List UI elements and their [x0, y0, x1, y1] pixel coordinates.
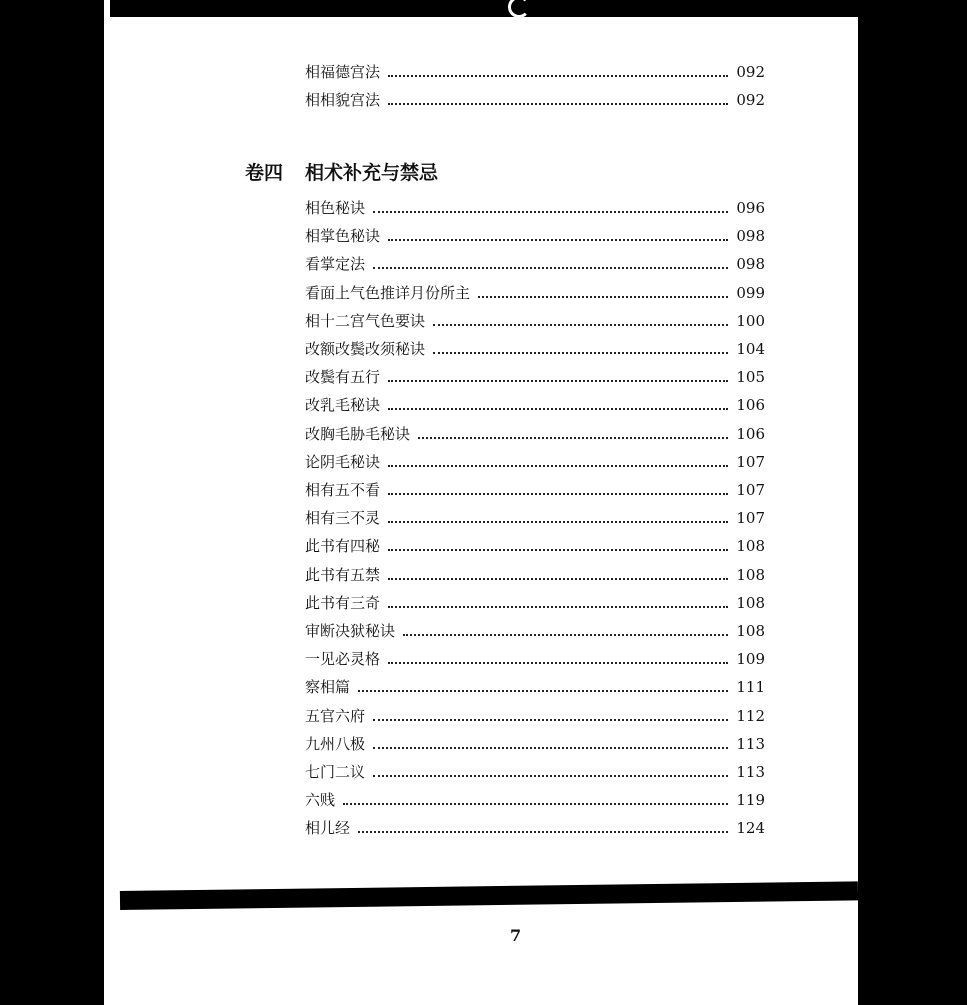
dot-leader [373, 211, 728, 213]
entry-title: 察相篇 [305, 678, 351, 697]
dot-leader [478, 296, 728, 298]
dot-leader [388, 75, 728, 77]
entry-page: 108 [736, 537, 765, 556]
toc-entry[interactable] [305, 366, 765, 388]
entry-page: 124 [736, 819, 765, 838]
dot-leader [388, 493, 728, 495]
dot-leader [358, 690, 728, 692]
dot-leader [388, 578, 728, 580]
entry-page: 107 [736, 452, 765, 471]
entry-title: 一见必灵格 [305, 650, 381, 669]
dot-leader [373, 747, 728, 749]
dot-leader [373, 775, 728, 777]
entry-title: 改乳毛秘诀 [305, 396, 381, 415]
crescent-mark [508, 0, 530, 18]
dot-leader [433, 324, 728, 326]
toc-entry[interactable] [305, 535, 765, 557]
dot-leader [388, 380, 728, 382]
entry-title: 此书有三奇 [305, 593, 381, 612]
entry-title: 五官六府 [305, 706, 366, 725]
entry-title: 九州八极 [305, 734, 366, 753]
toc-entry[interactable] [305, 394, 765, 416]
toc-entry[interactable] [305, 620, 765, 642]
entry-title: 相色秘诀 [305, 199, 366, 217]
toc-entry[interactable] [305, 253, 765, 275]
entry-page: 092 [736, 91, 765, 110]
entry-title: 审断决狱秘诀 [305, 622, 396, 640]
toc-entry[interactable] [305, 197, 765, 219]
toc-entry[interactable] [305, 61, 765, 83]
toc-entry[interactable] [305, 479, 765, 501]
page-number: 7 [510, 926, 522, 945]
entry-page: 113 [736, 763, 765, 781]
toc-entry[interactable] [305, 451, 765, 473]
dot-leader [358, 831, 728, 833]
toc-entry[interactable] [305, 89, 765, 111]
toc-entry[interactable] [305, 733, 765, 755]
top-border-bar [110, 0, 858, 17]
entry-title: 七门二议 [305, 763, 366, 781]
entry-page: 106 [736, 396, 765, 415]
entry-title: 相有三不灵 [305, 509, 381, 528]
toc-entry[interactable] [305, 564, 765, 586]
toc-entry[interactable] [305, 338, 765, 360]
entry-page: 099 [736, 283, 765, 302]
entry-title: 此书有五禁 [305, 565, 381, 584]
toc-entry[interactable] [305, 817, 765, 839]
toc-entry[interactable] [305, 648, 765, 670]
toc-entry[interactable] [305, 225, 765, 247]
entry-title: 看面上气色推详月份所主 [305, 283, 471, 302]
entry-title: 论阴毛秘诀 [305, 452, 381, 471]
entry-page: 108 [736, 565, 765, 584]
dot-leader [388, 465, 728, 467]
section-label: 卷四 [245, 162, 284, 184]
entry-page: 106 [736, 424, 765, 443]
entry-page: 107 [736, 481, 765, 499]
entry-page: 096 [736, 199, 765, 217]
toc-entry[interactable] [305, 789, 765, 811]
entry-title: 相相貌宫法 [305, 91, 381, 110]
toc-entry[interactable] [305, 507, 765, 529]
bottom-border-bar [120, 881, 858, 910]
entry-page: 119 [736, 791, 765, 810]
toc-entry[interactable] [305, 705, 765, 727]
entry-page: 107 [736, 509, 765, 528]
entry-page: 112 [736, 706, 765, 725]
entry-page: 100 [736, 311, 765, 330]
entry-page: 092 [736, 63, 765, 81]
toc-entry[interactable] [305, 282, 765, 304]
entry-title: 相福德宫法 [305, 63, 381, 81]
entry-page: 108 [736, 622, 765, 640]
entry-page: 109 [736, 650, 765, 669]
toc-entry[interactable] [305, 592, 765, 614]
dot-leader [388, 662, 728, 664]
entry-title: 改胸毛胁毛秘诀 [305, 424, 411, 443]
entry-title: 六贱 [305, 791, 336, 810]
dot-leader [388, 239, 728, 241]
dot-leader [343, 803, 728, 805]
dot-leader [373, 719, 728, 721]
entry-title: 相有五不看 [305, 481, 381, 499]
entry-page: 105 [736, 368, 765, 387]
entry-title: 相掌色秘诀 [305, 227, 381, 246]
entry-title: 改鬓有五行 [305, 368, 381, 387]
section-heading [245, 158, 438, 185]
toc-entry[interactable] [305, 761, 765, 783]
dot-leader [388, 103, 728, 105]
dot-leader [418, 437, 728, 439]
dot-leader [403, 634, 728, 636]
entry-page: 104 [736, 340, 765, 358]
entry-page: 111 [736, 678, 765, 697]
dot-leader [433, 352, 728, 354]
entry-title: 改额改鬓改须秘诀 [305, 340, 426, 358]
dot-leader [388, 606, 728, 608]
dot-leader [388, 521, 728, 523]
document-page [104, 0, 858, 1005]
entry-page: 108 [736, 593, 765, 612]
toc-entry[interactable] [305, 423, 765, 445]
dot-leader [388, 549, 728, 551]
entry-title: 相十二宫气色要诀 [305, 311, 426, 330]
entry-page: 098 [736, 255, 765, 274]
toc-entry[interactable] [305, 310, 765, 332]
section-title: 相术补充与禁忌 [305, 162, 439, 184]
entry-page: 098 [736, 227, 765, 246]
entry-title: 此书有四秘 [305, 537, 381, 556]
entry-title: 相儿经 [305, 819, 351, 838]
dot-leader [373, 267, 728, 269]
entry-title: 看掌定法 [305, 255, 366, 274]
entry-page: 113 [736, 734, 765, 753]
dot-leader [388, 408, 728, 410]
toc-entry[interactable] [305, 676, 765, 698]
